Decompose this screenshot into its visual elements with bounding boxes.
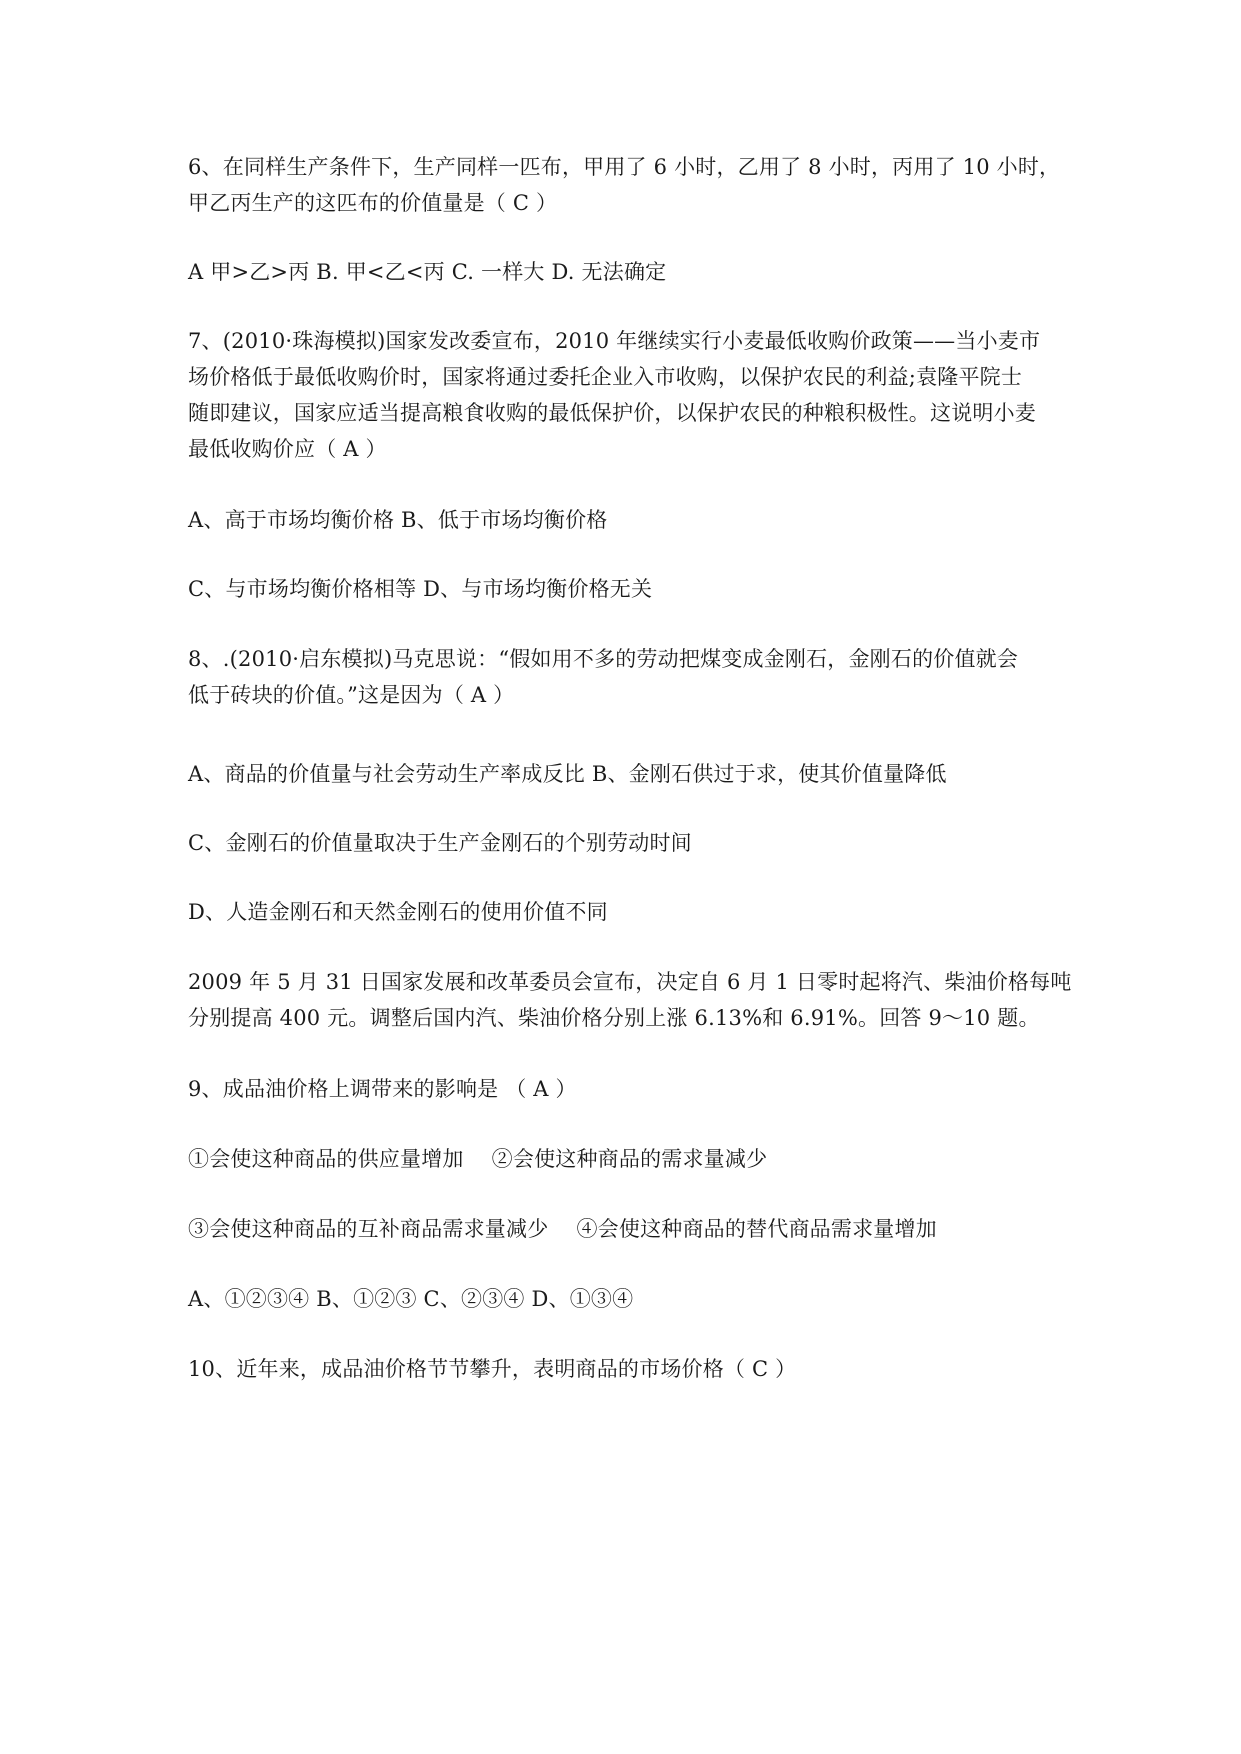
q9-items-34: ③会使这种商品的互补商品需求量减少 ④会使这种商品的替代商品需求量增加 [188,1217,937,1241]
q9-text: 9、成品油价格上调带来的影响是 （ A ） [188,1077,577,1101]
q9-options: A、①②③④ B、①②③ C、②③④ D、①③④ [188,1287,634,1311]
q10-text: 10、近年来，成品油价格节节攀升，表明商品的市场价格（ C ） [188,1357,797,1381]
q7-text-line-4: 最低收购价应（ A ） [188,437,387,461]
q8-options-ab: A、商品的价值量与社会劳动生产率成反比 B、金刚石供过于求，使其价值量降低 [188,762,947,786]
q8-text-line-1: 8、.(2010·启东模拟)马克思说：“假如用不多的劳动把煤变成金刚石，金刚石的价值就会 [188,647,1019,671]
q6-text-line-1: 6、在同样生产条件下，生产同样一匹布，甲用了 6 小时，乙用了 8 小时，丙用了 10 小时， [188,155,1061,179]
q7-options-cd: C、与市场均衡价格相等 D、与市场均衡价格无关 [188,577,653,601]
q6-options: A 甲>乙>丙 B. 甲<乙<丙 C. 一样大 D. 无法确定 [188,260,667,284]
passage-line-1: 2009 年 5 月 31 日国家发展和改革委员会宣布，决定自 6 月 1 日零时起将汽、柴油价格每吨 [188,970,1072,994]
passage-line-2: 分别提高 400 元。调整后国内汽、柴油价格分别上涨 6.13%和 6.91%。回答 9～10 题。 [188,1006,1040,1030]
q8-option-d: D、人造金刚石和天然金刚石的使用价值不同 [188,900,608,924]
q7-text-line-2: 场价格低于最低收购价时，国家将通过委托企业入市收购，以保护农民的利益;袁隆平院士 [188,365,1023,389]
q9-items-12: ①会使这种商品的供应量增加 ②会使这种商品的需求量减少 [188,1147,768,1171]
q8-option-c: C、金刚石的价值量取决于生产金刚石的个别劳动时间 [188,831,692,855]
q7-options-ab: A、高于市场均衡价格 B、低于市场均衡价格 [188,508,608,532]
q8-text-line-2: 低于砖块的价值。”这是因为（ A ） [188,683,515,707]
q7-text-line-1: 7、(2010·珠海模拟)国家发改委宣布，2010 年继续实行小麦最低收购价政策——当小麦市 [188,329,1041,353]
q7-text-line-3: 随即建议，国家应适当提高粮食收购的最低保护价，以保护农民的种粮积极性。这说明小麦 [188,401,1036,425]
q6-text-line-2: 甲乙丙生产的这匹布的价值量是（ C ） [188,191,558,215]
